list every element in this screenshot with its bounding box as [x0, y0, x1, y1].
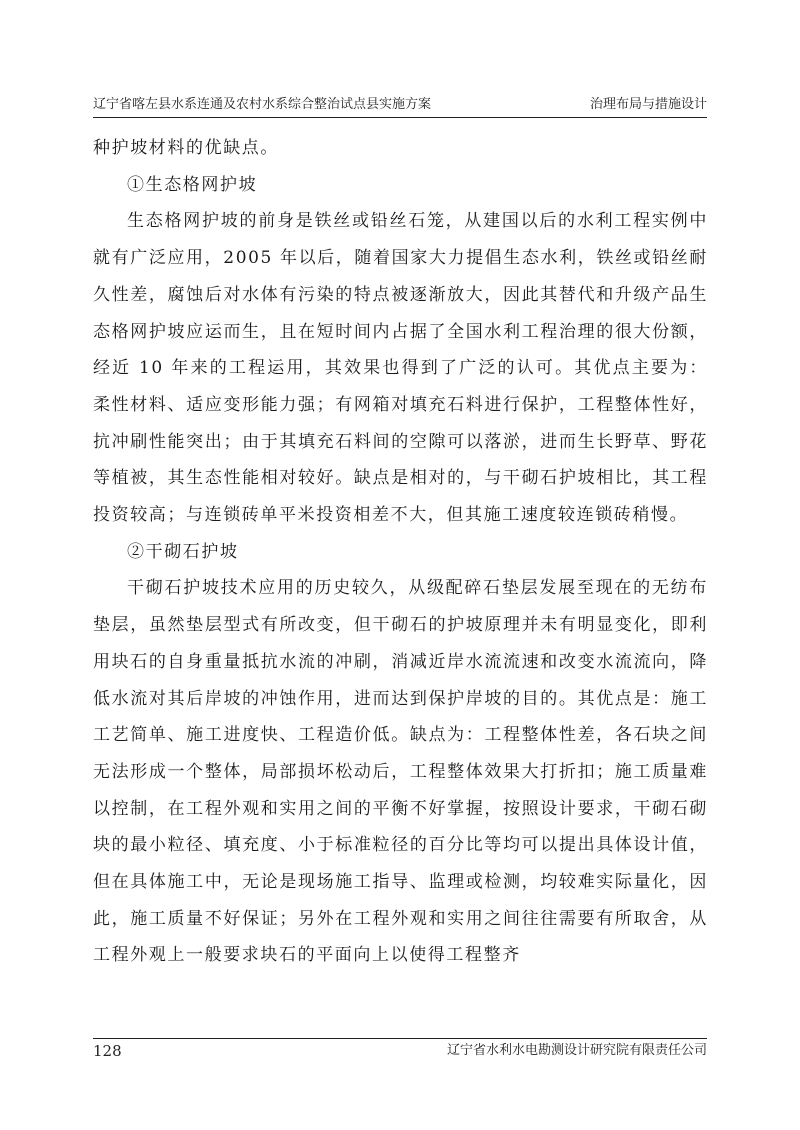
- paragraph-dry-masonry: 干砌石护坡技术应用的历史较久，从级配碎石垫层发展至现在的无纺布垫层，虽然垫层型式有所改变，但干砌石的护坡原理并未有明显变化，即利用块石的自身重量抵抗水流的冲刷，消减近岸水流流速和改变水流流向，降低水流对其后岸坡的冲蚀作用，进而达到保护岸坡的目的。其优点是：施工工艺简单、施工进度快、工程造价低。缺点为：工程整体性差，各石块之间无法形成一个整体，局部损坏松动后，工程整体效果大打折扣；施工质量难以控制，在工程外观和实用之间的平衡不好掌握，按照设计要求，干砌石砌块的最小粒径、填充度、小于标准粒径的百分比等均可以提出具体设计值，但在具体施工中，无论是现场施工指导、监理或检测，均较难实际量化，因此，施工质量不好保证；另外在工程外观和实用之间往往需要有所取舍，从工程外观上一般要求块石的平面向上以使得工程整齐: [93, 578, 708, 966]
- section-heading-dry-masonry: ②干砌石护坡: [127, 541, 239, 562]
- header-divider: [93, 117, 707, 118]
- document-title: 辽宁省喀左县水系连通及农村水系综合整治试点县实施方案: [93, 97, 432, 112]
- paragraph-continuation: 种护坡材料的优缺点。: [93, 138, 279, 158]
- chapter-title: 治理布局与措施设计: [589, 97, 707, 112]
- section-heading-eco-grid: ①生态格网护坡: [127, 174, 258, 195]
- organization-name: 辽宁省水利水电勘测设计研究院有限责任公司: [446, 1043, 707, 1058]
- page-body: [93, 130, 708, 974]
- page-header: [93, 95, 707, 115]
- footer-divider: [93, 1038, 707, 1039]
- page-footer: [93, 1040, 707, 1062]
- paragraph-eco-grid: 生态格网护坡的前身是铁丝或铅丝石笼，从建国以后的水利工程实例中就有广泛应用，2005 年以后，随着国家大力提倡生态水利，铁丝或铅丝耐久性差，腐蚀后对水体有污染的特点被逐渐放大，因此其替代和升级产品生态格网护坡应运而生，且在短时间内占据了全国水利工程治理的很大份额，经近 10 年来的工程运用，其效果也得到了广泛的认可。其优点主要为：柔性材料、适应变形能力强；有网箱对填充石料进行保护，工程整体性好，抗冲刷性能突出；由于其填充石料间的空隙可以落淤，进而生长野草、野花等植被，其生态性能相对较好。缺点是相对的，与干砌石护坡相比，其工程投资较高；与连锁砖单平米投资相差不大，但其施工速度较连锁砖稍慢。: [93, 211, 708, 526]
- page-number: 128: [93, 1042, 122, 1060]
